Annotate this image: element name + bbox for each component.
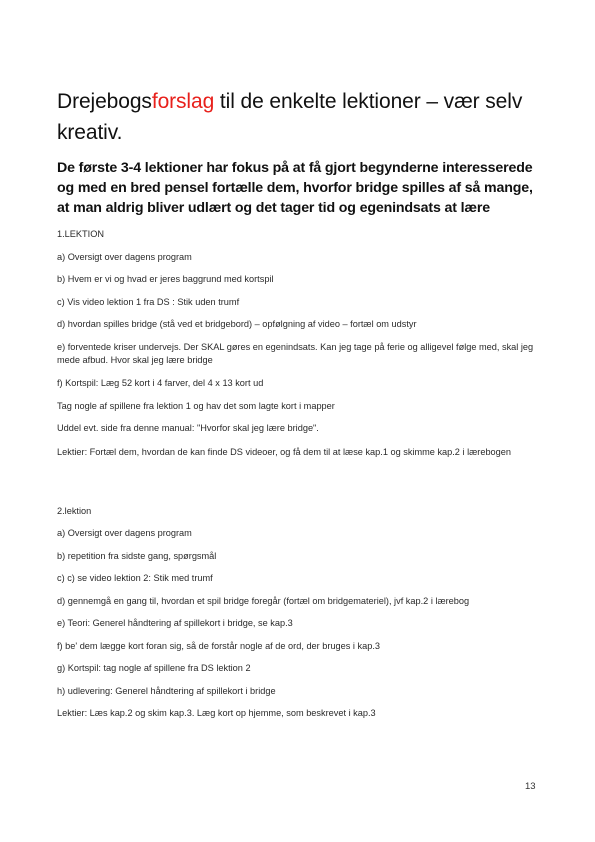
- lesson1-item: Tag nogle af spillene fra lektion 1 og hav det som lagte kort i mapper: [57, 401, 335, 411]
- title-part1: Drejebogs: [57, 90, 152, 113]
- lesson2-item: f) be' dem lægge kort foran sig, så de forstår nogle af de ord, der bruges i kap.3: [57, 641, 380, 651]
- lesson2-item: c) c) se video lektion 2: Stik med trumf: [57, 573, 213, 583]
- lesson2-item: d) gennemgå en gang til, hvordan et spil bridge foregår (fortæl om bridgemateriel), jvf kap.2 i lærebog: [57, 596, 470, 606]
- lesson2-heading: 2.lektion: [57, 506, 92, 516]
- lesson1-item: d) hvordan spilles bridge (stå ved et bridgebord) – opfølgning af video – fortæl om udstyr: [57, 319, 417, 329]
- page-title: [57, 86, 537, 148]
- lesson2-item: Lektier: Læs kap.2 og skim kap.3. Læg kort op hjemme, som beskrevet i kap.3: [57, 708, 376, 718]
- title-part2: til de enkelte lektioner – vær selv kreativ.: [57, 90, 523, 144]
- lesson1-heading: 1.LEKTION: [57, 229, 104, 239]
- lesson2-item: b) repetition fra sidste gang, spørgsmål: [57, 551, 217, 561]
- lesson2-item: g) Kortspil: tag nogle af spillene fra DS lektion 2: [57, 663, 251, 673]
- page-number: 13: [525, 781, 536, 792]
- lesson1-item: f) Kortspil: Læg 52 kort i 4 farver, del 4 x 13 kort ud: [57, 378, 264, 388]
- lesson1-item: c) Vis video lektion 1 fra DS : Stik uden trumf: [57, 297, 240, 307]
- lesson1-item: Lektier: Fortæl dem, hvordan de kan finde DS videoer, og få dem til at læse kap.1 og skimme kap.2 i lærebogen: [57, 447, 511, 457]
- lesson2-item: e) Teori: Generel håndtering af spillekort i bridge, se kap.3: [57, 618, 293, 628]
- lesson2-item: a) Oversigt over dagens program: [57, 528, 192, 538]
- lesson1-item: Uddel evt. side fra denne manual: "Hvorfor skal jeg lære bridge".: [57, 423, 319, 433]
- title-accent: forslag: [151, 90, 215, 113]
- lesson1-item: b) Hvem er vi og hvad er jeres baggrund med kortspil: [57, 274, 274, 284]
- lesson1-item: e) forventede kriser undervejs. Der SKAL gøres en egenindsats. Kan jeg tage på ferie og alligevel følge med, skal jeg mede afbud. Hvor skal jeg lære bridge: [57, 342, 534, 365]
- lesson1-item: a) Oversigt over dagens program: [57, 252, 192, 262]
- intro-subtitle: De første 3-4 lektioner har fokus på at få gjort begynderne interesserede og med en bred pensel fortælle dem, hvorfor bridge spilles af så mange, at man aldrig bliver udlært og det tager tid og egenindsats at lære: [57, 160, 533, 216]
- lesson2-item: h) udlevering: Generel håndtering af spillekort i bridge: [57, 686, 276, 696]
